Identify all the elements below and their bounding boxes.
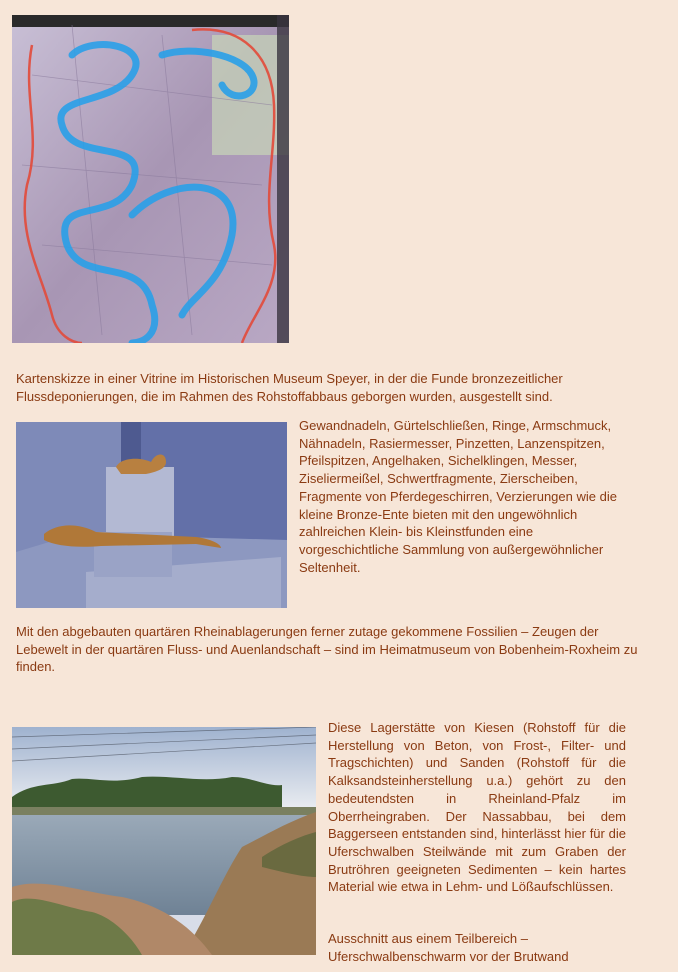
gravel-pit-lake-photo	[12, 727, 316, 955]
map-photo	[12, 15, 289, 343]
fossils-description: Mit den abgebauten quartären Rheinablagerungen ferner zutage gekommene Fossilien – Zeugen der Lebewelt in der quartären Fluss- und Auenlandschaft – sind im Heimatmuseum von Bobenheim-Roxheim zu finden.	[16, 624, 638, 675]
deposit-description: Diese Lagerstätte von Kiesen (Rohstoff für die Herstellung von Beton, von Frost-, Filter- und Tragschichten) und Sanden (Rohstoff für die Kalksandsteinherstellung u.a.) gehört zu den bedeutendsten in Rheinland-Pfalz im Oberrheingraben. Der Nassabbau, bei dem Baggerseen entstanden sind, hinterlässt hier für die Uferschwalben Steilwände mit zum Graben der Brutröhren geeigneten Sedimenten – kein hartes Material wie etwa in Lehm- und Lößaufschlüssen.	[328, 720, 626, 895]
bronze-duck-photo	[16, 422, 287, 608]
map-caption: Kartenskizze in einer Vitrine im Historischen Museum Speyer, in der die Funde bronzezeitlicher Flussdeponierungen, die im Rahmen des Rohstoffabbaus geborgen wurden, ausgestellt sind.	[16, 371, 563, 404]
lake-caption: Ausschnitt aus einem Teilbereich – Uferschwalbenschwarm vor der Brutwand	[328, 931, 569, 964]
finds-description: Gewandnadeln, Gürtelschließen, Ringe, Armschmuck, Nähnadeln, Rasiermesser, Pinzetten, Lanzenspitzen, Pfeilspitzen, Angelhaken, Sichelklingen, Messer, Ziseliermeißel, Schwertfragmente, Zierscheiben, Fragmente von Pferdegeschirren, Verzierungen wie die kleine Bronze-Ente bieten mit den ungewöhnlich zahlreichen Klein- bis Kleinstfunden eine vorgeschichtliche Sammlung von außergewöhnlicher Seltenheit.	[299, 418, 617, 575]
